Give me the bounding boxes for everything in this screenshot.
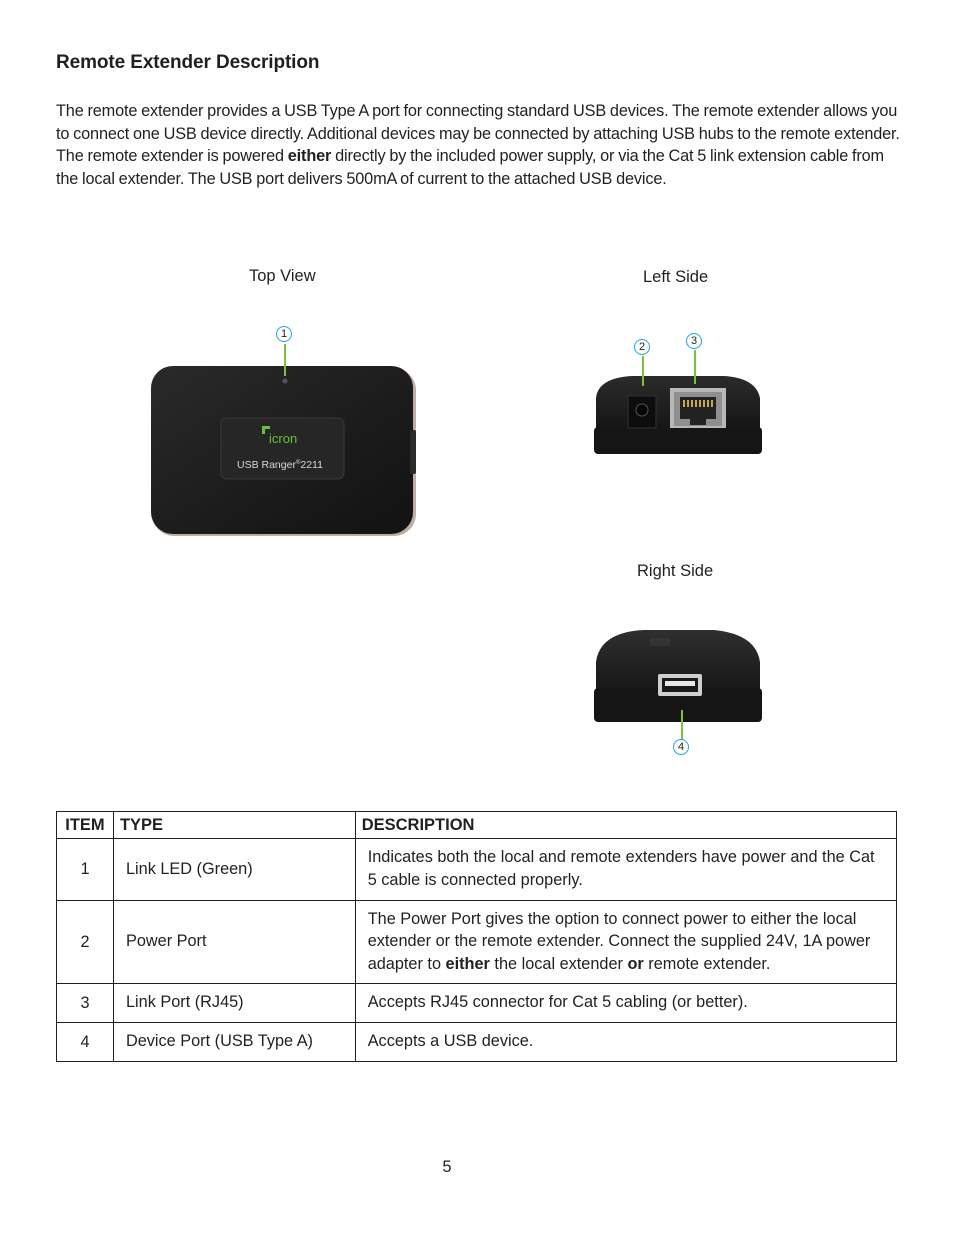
intro-bold: either <box>287 147 332 166</box>
header-description: DESCRIPTION <box>355 812 896 839</box>
description-text: The Power Port gives the option to connect power to either the local extender or the remote extender. Connect the supplied 24V, 1A power adapter to <box>367 909 871 973</box>
model-label: USB Ranger®2211 <box>237 459 323 471</box>
description-text: the local extender <box>489 954 628 973</box>
description-bold: or <box>627 954 644 973</box>
row-item-number: 3 <box>57 984 114 1023</box>
row-type: Link Port (RJ45) <box>113 984 355 1023</box>
row-item-number: 4 <box>57 1023 114 1062</box>
intro-text-1: The remote extender provides a USB Type A port for connecting standard USB devices. The remote extender allows you to connect one USB device directly. Additional devices may be connected by attaching USB hubs to the remote extender. The remote extender is powered <box>56 102 900 166</box>
row-type: Device Port (USB Type A) <box>113 1023 355 1062</box>
header-type: TYPE <box>113 812 355 839</box>
row-description <box>355 984 896 1023</box>
callout-2: 2 <box>634 339 650 355</box>
table-body <box>57 839 897 1062</box>
callout-3-leader <box>694 350 696 384</box>
row-item-number: 2 <box>57 901 114 984</box>
caption-right-side: Right Side <box>637 562 714 580</box>
callout-1-leader <box>284 344 286 376</box>
description-text: Accepts a USB device. <box>367 1032 534 1051</box>
callout-2-leader <box>642 356 644 386</box>
row-type: Power Port <box>113 901 355 984</box>
table-row <box>57 984 897 1023</box>
description-bold: either <box>445 954 490 973</box>
description-text: remote extender. <box>643 954 771 973</box>
callout-4: 4 <box>673 739 689 755</box>
callout-4-leader <box>681 710 683 740</box>
description-text: Accepts RJ45 connector for Cat 5 cabling (or better). <box>367 993 748 1012</box>
callout-1: 1 <box>276 326 292 342</box>
row-description <box>355 901 896 984</box>
intro-text-2: directly by the included power supply, or via the Cat 5 link extension cable from the local extender. The USB port delivers 500mA of current to the attached USB device. <box>56 147 884 188</box>
page-number: 5 <box>442 1158 452 1176</box>
row-description <box>355 1023 896 1062</box>
description-text: Indicates both the local and remote extenders have power and the Cat 5 cable is connected properly. <box>367 848 875 889</box>
section-heading: Remote Extender Description <box>56 52 320 73</box>
row-item-number: 1 <box>57 839 114 901</box>
port-description-table <box>56 811 897 1062</box>
table-row <box>57 839 897 901</box>
device-left-side-image <box>592 364 764 458</box>
callout-3: 3 <box>686 333 702 349</box>
intro-paragraph <box>56 100 906 190</box>
row-description <box>355 839 896 901</box>
brand-logo-text: icron <box>269 431 298 446</box>
header-item: ITEM <box>57 812 114 839</box>
table-row <box>57 1023 897 1062</box>
caption-top-view: Top View <box>249 267 316 285</box>
caption-left-side: Left Side <box>643 268 709 286</box>
table-row <box>57 901 897 984</box>
table-header-row <box>57 812 897 839</box>
row-type: Link LED (Green) <box>113 839 355 901</box>
device-top-view-image <box>148 364 420 540</box>
device-right-side-image <box>592 628 764 726</box>
